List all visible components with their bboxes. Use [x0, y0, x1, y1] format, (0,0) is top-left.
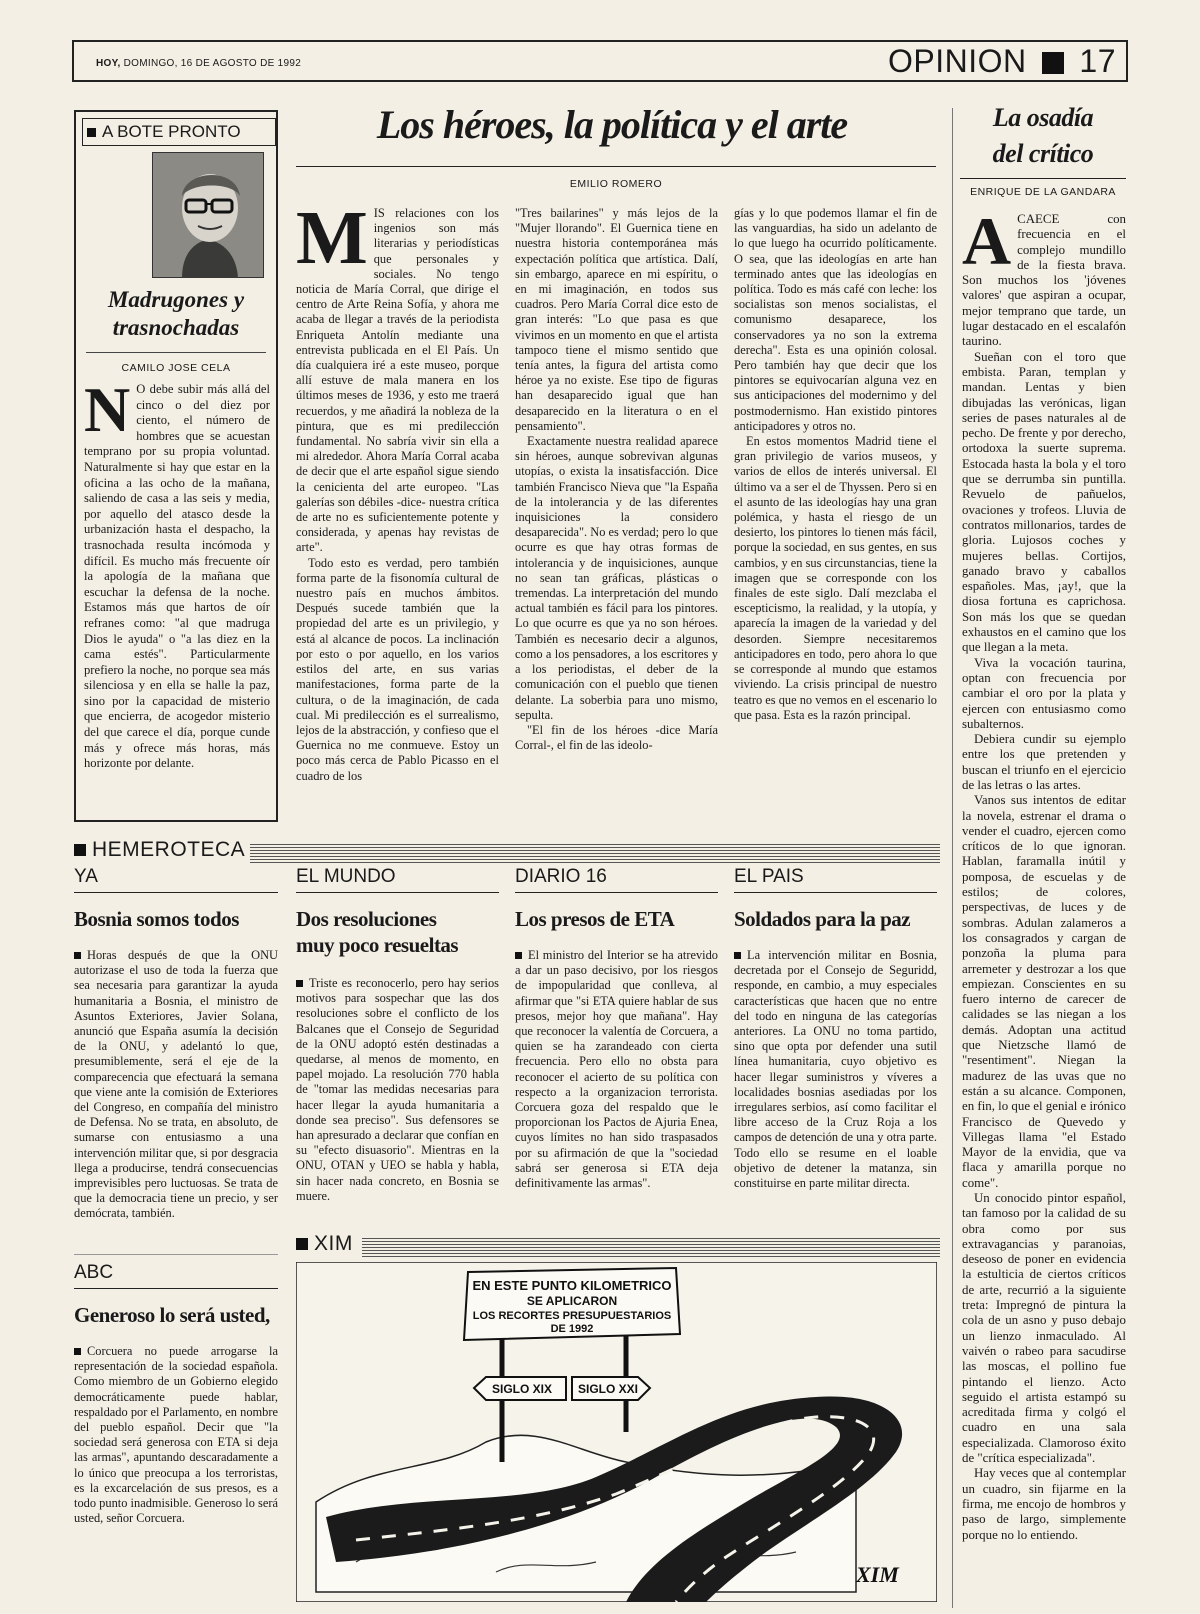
hemeroteca-label: HEMEROTECA	[74, 838, 245, 862]
right-paragraph: Viva la vocación taurina, optan con frecuencia por cambiar el oro por la plata y ejercen con entusiasmo como subalternos.	[962, 655, 1126, 731]
cartoon-sign-line-4: DE 1992	[550, 1323, 594, 1335]
right-paragraph: Un conocido pintor español, tan famoso por la calidad de su obra como por sus extravagancias y paranoias, deseoso de poner en evidencia la estulticia de ciertos críticos de arte, recurrió a la siguiente treta: Impregnó de pintura la cola de un asno y puso debajo un lienzo inmaculado. Al vaivén o rabeo para sacudirse las moscas, el pollino fue pintando el lienzo. Acto seguido el artista estampó su acreditada firma y colgó el cuadro en una sala especializada. Clamoroso éxito de "crítica especializada".	[962, 1191, 1126, 1466]
mundo-headline: Dos resoluciones muy poco resueltas	[296, 907, 459, 957]
right-paragraph: Hay veces que al contemplar un cuadro, sin fijarme en la firma, me encojo de hombros y paso de largo, simplemente porque no lo entiendo.	[962, 1466, 1126, 1542]
main-paragraph: "Tres bailarines" y más lejos de la "Mujer llorando". El Guernica tiene en nuestra historia contemporánea más expectación política que artística. Dalí, sin embargo, aparece en mi espíritu, o en mi imaginación, en todos sus cuadros. Pero María Corral dice esto de gran interés: "Lo que pasa es que vivimos en un momento en que el artista tampoco tiene el mismo sentido que tenía antes, la figura del artista como héroe ya no existe. Ese tipo de figuras han desaparecido igual que han desaparecido en la literatura o en el pensamiento".	[515, 206, 718, 433]
label-square-icon	[296, 1238, 308, 1250]
paragraph-square-icon	[515, 952, 522, 959]
right-paragraph: Vanos sus intentos de editar la novela, estrenar el drama o vender el cuadro, ejercen como críticos de lo que ignoran. Hablan, faramalla inútil y pomposa, de escuelas y de estilos; de colores, perspectivas, de luces y de sombras. Adulan zalameros a los consagrados y cargan de ponzoña la pluma para arremeter y destrozar a los que empiezan. Conscientes en su fuero interno de carecer de calidades se las niegan a los demás. Adoptan una actitud que Nietzsche llamó de "resentiment". Niegan la madurez de las uvas que no están a su alcance. Componen, en fin, lo que el genial e irónico Francisco de Quevedo y Villegas llama "el Estado Mayor de la envidia, que va flaca y amarilla porque no come".	[962, 793, 1126, 1190]
right-headline: La osadía del crítico	[992, 103, 1094, 168]
right-paragraph: CAECE con frecuencia en el complejo mundillo de la fiesta brava. Son muchos los 'jóvenes valores' que aspiran a ocupar, mejor temprano que tarde, un lugar destacado en el escalafón taurino.	[962, 212, 1126, 349]
main-column-2	[515, 206, 718, 753]
page-number: 17	[1079, 43, 1116, 79]
main-paragraph: Todo esto es verdad, pero también forma parte de la fisonomía cultural de nuestro país en muchos ámbitos. Después sucede también que la propiedad del arte es un privilegio, y está al alcance de pocos. La inclinación por esto o por aquello, en los varios estilos del arte, en sus varias manifestaciones, forma parte de la cultura, o de la imaginación, de cada cual. Mi predilección es el surrealismo, lejos de la abstracción, y confieso que el Guernica no me conmueve. Estoy un poco más cerca de Pablo Picasso en el cuadro de los	[296, 555, 499, 783]
right-paragraph: Debiera cundir su ejemplo entre los que pretenden y buscan el triunfo en el ejercicio de las letras o las artes.	[962, 732, 1126, 792]
paper-name-ya: YA	[74, 866, 98, 887]
paragraph-square-icon	[296, 980, 303, 987]
drop-cap: N	[84, 374, 131, 445]
xim-label: XIM	[296, 1232, 353, 1256]
masthead-dateline	[96, 58, 301, 69]
cartoon-arrow-right: SIGLO XXI	[577, 1382, 639, 1396]
paragraph-square-icon	[734, 952, 741, 959]
bote-pronto-text: N O debe subir más allá del cinco o del diez por ciento, el número de hombres que se acuestan temprano por su propia voluntad. Naturalmente si hay que estar en la oficina a las ocho de la mañana, saliendo de casa a las seis y media, por aquello del atasco desde la urbanización hasta el despacho, la trasnochada resulta incómoda y difícil. Es mucho más frecuente oír la apología de la mañana que escuchar la defensa de la noche. Estamos más que hartos de oír refranes como: "al que madruga Dios le ayuda" o "a las diez en la cama estés". Particularmente prefiero la noche, no porque sea más silenciosa y en ella se halle la paz, sino por la capacidad de misterio que encierra, de acogedor misterio del que carece el día, porque cunde más y ofrece más horas, más horizonte por delante.	[84, 374, 270, 771]
section-name: OPINION	[888, 43, 1027, 79]
right-text	[962, 203, 1126, 1543]
label-square-icon	[74, 844, 86, 856]
bote-pronto-author: CAMILO JOSE CELA	[121, 362, 231, 374]
bote-pronto-box	[74, 110, 278, 822]
paper-name-el-mundo: EL MUNDO	[296, 866, 396, 887]
mundo-text: Triste es reconocerlo, pero hay serios motivos para sospechar que las dos resoluciones sobre el conflicto de los Balcanes que el Consejo de Seguridad de la ONU adoptó estén destinadas a quedarse, al menos de momento, en papel mojado. La resolución 770 habla de "tomar las medidas necesarias para hacer llegar la ayuda humanitaria a donde sea preciso". Sus defensores se han apresurado a declarar que confían en su "efecto disuasorio". Mientras en la ONU, OTAN y UEO se habla y habla, sin hacer nada concreto, en Bosnia se muere.	[296, 976, 499, 1203]
drop-cap: M	[296, 196, 368, 280]
masthead-section	[888, 43, 1116, 80]
cartoon-signature: XIM	[856, 1562, 899, 1587]
main-headline: Los héroes, la política y el arte	[376, 102, 848, 147]
abc-text: Corcuera no puede arrogarse la representación de la sociedad española. Como miembro de un Gobierno elegido democráticamente puede hablar, respaldado por el Parlamento, en nombre del pueblo español. Decir que "la sociedad será generosa con ETA si deja las armas", apuntando descaradamente a lo único que preocupa a los terroristas, es la excarcelación de sus presos, es a todo punto inadmisible. Generoso lo será usted, señor Corcuera.	[74, 1344, 278, 1526]
masthead	[72, 40, 1128, 82]
main-column-1	[296, 196, 499, 784]
paragraph-square-icon	[74, 1348, 81, 1355]
main-paragraph: Exactamente nuestra realidad aparece sin héroes, aunque sobrevivan algunas utopías, o exista la insatisfacción. Dice también Francisco Nieva que "la España de la intolerancia y de las diferentes inquisiciones la considero desaparecida". No es verdad; pero lo que ocurre es que hay otras formas de intolerancia y de inquisiciones, aunque no sean tan gráficas, plásticas o tremendas. La interpretación del mundo actual también es fácil para los pintores. Lo que ocurre es que ya no son héroes. También es necesario decir a algunos, como a los pensadores, a los escritores y a los periodistas, el deber de la comunicación con el pueblo que tienen delante. La soberbia para uno mismo, sepulta.	[515, 434, 718, 722]
abc-headline: Generoso lo será usted,	[74, 1303, 270, 1327]
right-author: ENRIQUE DE LA GANDARA	[970, 186, 1116, 198]
cartoon-sign-line-2: SE APLICARON	[526, 1294, 618, 1308]
cartoon	[296, 1262, 937, 1602]
masthead-date: DOMINGO, 16 DE AGOSTO DE 1992	[123, 58, 302, 69]
paper-name-el-pais: EL PAIS	[734, 866, 804, 887]
label-square-icon	[87, 128, 96, 137]
pais-text: La intervención militar en Bosnia, decretada por el Consejo de Seguridd, responde, en cambio, a muy especiales características que hacen que no entre del todo en ninguna de las categorías anteriores. La ONU no toma partido, sino que opta por defender una sutil línea humanitaria, cuyo objetivo es hacer llegar suministros y víveres a localidades bosnias asediadas por los irregulares serbios, así como facilitar el libre acceso de la Cruz Roja a los campos de detención de una y otra parte. Todo ello se resume en el loable objetivo de detener la matanza, sin constituirse en parte militar directa.	[734, 948, 937, 1191]
diario16-text: El ministro del Interior se ha atrevido a dar un paso decisivo, por los riesgos de impopularidad que conlleva, al afirmar que "si ETA quiere hablar de sus presos, mejor hoy que mañana". Hay que reconocer la valentía de Corcuera, a quien se ha zarandeado con cierta frecuencia. Pero ello no obsta para reconocer el acierto de su política con respecto a la organizacion terrorista. Corcuera goza del respaldo que le proporcionan los Pactos de Ajuria Enea, cuyos límites no han sido traspasados por su afirmación de que la "sociedad sabrá ser generosa si ETA deja definitivamente las armas".	[515, 948, 718, 1191]
ya-text: Horas después de que la ONU autorizase el uso de toda la fuerza que sea necesaria para garantizar la ayuda humanitaria a Bosnia, el ministro de Asuntos Exteriores, Javier Solana, anunció que España asumía la decisión de la ONU, y adelantó lo que, presumiblemente, será el eje de la comparecencia que efectuará la semana que viene ante la comisión de Exteriores del Congreso, en compañía del ministro de Defensa. No se trata, en absoluto, de sumarse con entusiasmo a una intervención militar que, si por desgracia llega a producirse, tendrá consecuencias imprevisibles pero luctuosas. Se trata de que la democracia tiene un precio, y ser demócrata, también.	[74, 948, 278, 1221]
main-paragraph: "El fin de los héroes -dice María Corral-, el fin de las ideolo-	[515, 722, 718, 753]
diario16-headline: Los presos de ETA	[515, 907, 675, 931]
cartoon-arrow-left: SIGLO XIX	[491, 1382, 553, 1396]
xim-rule	[362, 1238, 940, 1257]
hemeroteca-rule	[250, 844, 940, 863]
main-paragraph: IS relaciones con los ingenios son más literarias y periodísticas que personales y sociales. No tengo noticia de María Corral, que dirige el centro de Arte Reina Sofía, y ahora me acaba de llegar a través de la periodista Enriqueta Antolín mediante una entrevista publicada en el El País. Un día cualquiera iré a este museo, porque allí estuve de mala manera en los últimos meses de 1936, y esto me traerá recuerdos, y me añadirá la nobleza de la pintura, que es mi predilección fundamental. No sabría vivir sin ella a mi alrededor. Ahora María Corral acaba de decir que el arte español sigue siendo la cenicienta del arte europeo. "Las galerías son débiles -dice- nuestra crítica de arte no es suficientemente potente y considerada, y apenas hay revistas de arte".	[296, 206, 499, 555]
drop-cap: A	[962, 203, 1012, 279]
right-paragraph: Sueñan con el toro que embista. Paran, templan y mandan. Lentas y bien dibujadas las verónicas, ligan series de pases naturales al de pecho. De frente y por derecho, ortodoxa la suerte suprema. Estocada hasta la bola y el toro que se derrumba sin puntilla. Revuelo de pañuelos, ovaciones y trofeos. Lluvia de contratos millonarios, tardes de gloria. Lujosos coches y mujeres bellas. Cortijos, ganado bravo y caballos españoles. Mas, ¡ay!, que la diosa fortuna es caprichosa. Son más los que se quedan exhaustos en el camino que los que llegan a la meta.	[962, 349, 1126, 655]
cartoon-sign-line-3: LOS RECORTES PRESUPUESTARIOS	[472, 1310, 672, 1322]
main-paragraph: En estos momentos Madrid tiene el gran privilegio de varios museos, y varios de ellos de interés universal. El último va a ser el de Thyssen. Pero si en el asunto de las ideologías hay una gran polémica, y hasta el riesgo de un desierto, los pintores lo tienen más fácil, porque la sociedad, en sus gentes, en sus cambios, y en sus circunstancias, tiene la imagen que se corresponde con los finales de este siglo. Dalí mezclaba el escepticismo, la realidad, y la utopía, y aparecía la imagen de la variedad y del desorden. Siempre necesitaremos anticipadores en todo, pero ahora lo que se corresponde al mundo que estamos viviendo. La crisis principal de nuestro teatro es que no vemos en el escenario lo que pasa. Esta es la razón principal.	[734, 434, 938, 722]
main-column-3	[734, 206, 937, 723]
paragraph-square-icon	[74, 952, 81, 959]
ya-headline: Bosnia somos todos	[74, 907, 239, 931]
main-paragraph: gías y lo que podemos llamar el fin de las vanguardias, ha sido un adelanto de lo que luego ha ocurrido políticamente. O sea, que las ideologías en arte han terminado antes que las ideologías en política. Todo es más café con leche: los socialistas son menos socialistas, el comunismo desaparece, los conservadores ya no son la extrema derecha". Esta es una opinión colosal. Pero también hay que decir que los pintores se equivocarían alguna vez en sus anticipaciones del modernimo y del postmodernismo. Han existido pintores anticipadores y otros no.	[734, 206, 937, 433]
paper-name-diario-16: DIARIO 16	[515, 866, 607, 887]
author-photo	[152, 152, 264, 278]
masthead-paper-name: HOY,	[96, 58, 121, 69]
bote-pronto-label: A BOTE PRONTO	[82, 118, 276, 146]
section-square-icon	[1042, 52, 1064, 74]
main-author: EMILIO ROMERO	[569, 178, 663, 190]
paper-name-abc: ABC	[74, 1262, 114, 1283]
pais-headline: Soldados para la paz	[734, 907, 911, 931]
cartoon-sign-line-1: EN ESTE PUNTO KILOMETRICO	[472, 1278, 672, 1293]
bote-pronto-title: Madrugones y trasnochadas	[107, 287, 245, 340]
